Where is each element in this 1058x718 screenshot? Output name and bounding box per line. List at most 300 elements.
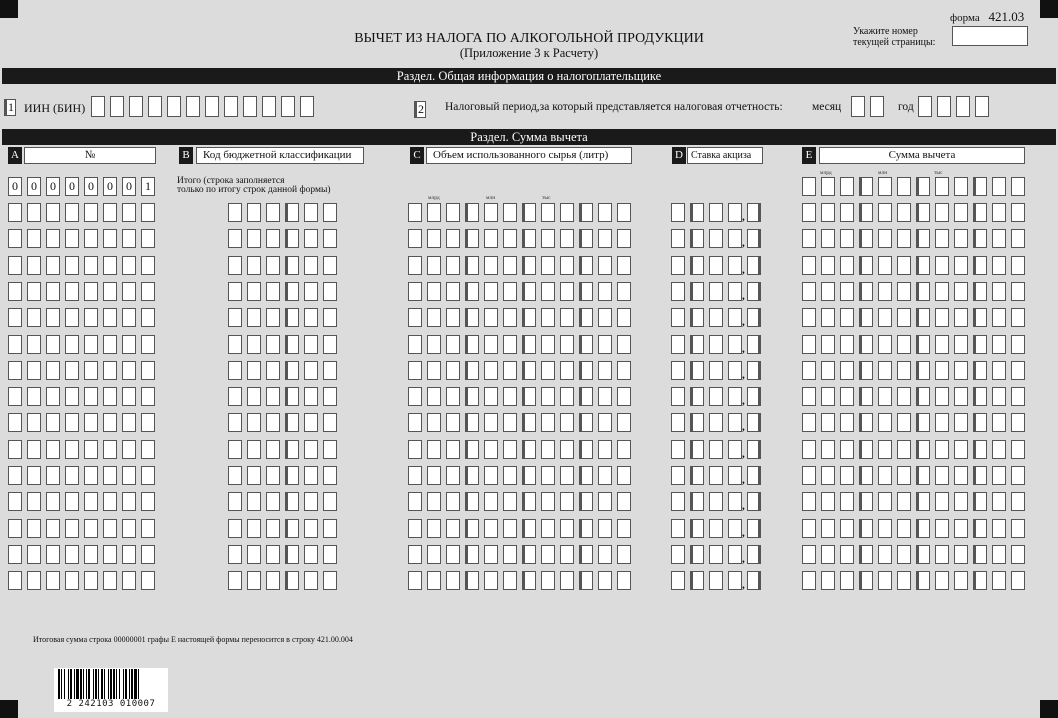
deduction-sum-cell[interactable] bbox=[973, 519, 987, 538]
kbk-cell[interactable] bbox=[266, 571, 280, 590]
deduction-sum-cell[interactable] bbox=[840, 571, 854, 590]
deduction-sum-cell[interactable] bbox=[916, 308, 930, 327]
volume-cell[interactable] bbox=[446, 519, 460, 538]
row-number-cell[interactable] bbox=[84, 440, 98, 459]
deduction-sum-cell[interactable] bbox=[954, 440, 968, 459]
row-number-cell[interactable] bbox=[84, 282, 98, 301]
kbk-cell[interactable] bbox=[323, 387, 337, 406]
row-number-cell[interactable] bbox=[27, 387, 41, 406]
kbk-cell[interactable] bbox=[228, 229, 242, 248]
row-number-cell[interactable] bbox=[8, 440, 22, 459]
deduction-sum-cell[interactable] bbox=[973, 492, 987, 511]
deduction-sum-cell[interactable] bbox=[935, 282, 949, 301]
deduction-sum-cell[interactable] bbox=[973, 413, 987, 432]
excise-rate-cell[interactable] bbox=[709, 256, 723, 275]
deduction-sum-cell[interactable] bbox=[897, 282, 911, 301]
deduction-sum-cell[interactable] bbox=[992, 519, 1006, 538]
row-number-cell[interactable] bbox=[103, 335, 117, 354]
deduction-sum-cell[interactable] bbox=[802, 440, 816, 459]
row-number-cell[interactable] bbox=[122, 413, 136, 432]
volume-cell[interactable] bbox=[522, 519, 536, 538]
volume-cell[interactable] bbox=[503, 413, 517, 432]
volume-cell[interactable] bbox=[484, 492, 498, 511]
excise-rate-cell[interactable] bbox=[709, 571, 723, 590]
volume-cell[interactable] bbox=[427, 413, 441, 432]
kbk-cell[interactable] bbox=[266, 361, 280, 380]
kbk-cell[interactable] bbox=[228, 571, 242, 590]
volume-cell[interactable] bbox=[408, 571, 422, 590]
row-number-cell[interactable] bbox=[103, 203, 117, 222]
volume-cell[interactable] bbox=[579, 519, 593, 538]
deduction-sum-cell[interactable] bbox=[821, 361, 835, 380]
deduction-sum-cell[interactable] bbox=[954, 466, 968, 485]
kbk-cell[interactable] bbox=[304, 413, 318, 432]
excise-rate-cell[interactable] bbox=[709, 203, 723, 222]
volume-cell[interactable] bbox=[598, 203, 612, 222]
row-number-cell[interactable] bbox=[27, 256, 41, 275]
row-number-cell[interactable] bbox=[27, 308, 41, 327]
excise-rate-cell[interactable] bbox=[728, 282, 742, 301]
row-number-cell[interactable] bbox=[141, 413, 155, 432]
row-number-cell[interactable] bbox=[27, 440, 41, 459]
kbk-cell[interactable] bbox=[304, 440, 318, 459]
deduction-sum-cell[interactable] bbox=[916, 387, 930, 406]
volume-cell[interactable] bbox=[503, 203, 517, 222]
volume-cell[interactable] bbox=[484, 361, 498, 380]
kbk-cell[interactable] bbox=[285, 492, 299, 511]
excise-rate-cell[interactable] bbox=[671, 440, 685, 459]
deduction-sum-cell[interactable] bbox=[859, 229, 873, 248]
deduction-sum-cell[interactable] bbox=[916, 466, 930, 485]
row-number-cell[interactable] bbox=[84, 256, 98, 275]
volume-cell[interactable] bbox=[579, 256, 593, 275]
row-number-cell[interactable] bbox=[122, 571, 136, 590]
deduction-sum-cell[interactable] bbox=[821, 335, 835, 354]
row-number-cell[interactable] bbox=[46, 308, 60, 327]
row-number-cell[interactable] bbox=[27, 545, 41, 564]
kbk-cell[interactable] bbox=[323, 571, 337, 590]
deduction-sum-cell[interactable] bbox=[840, 229, 854, 248]
volume-cell[interactable] bbox=[503, 229, 517, 248]
kbk-cell[interactable] bbox=[304, 519, 318, 538]
volume-cell[interactable] bbox=[465, 545, 479, 564]
deduction-sum-cell[interactable] bbox=[878, 256, 892, 275]
volume-cell[interactable] bbox=[427, 466, 441, 485]
row-number-cell[interactable] bbox=[84, 571, 98, 590]
row-number-cell[interactable]: 0 bbox=[122, 177, 136, 196]
deduction-sum-cell[interactable] bbox=[897, 308, 911, 327]
excise-rate-cell[interactable] bbox=[671, 545, 685, 564]
kbk-cell[interactable] bbox=[266, 519, 280, 538]
kbk-cell[interactable] bbox=[304, 229, 318, 248]
volume-cell[interactable] bbox=[579, 308, 593, 327]
excise-rate-cell[interactable] bbox=[747, 545, 761, 564]
kbk-cell[interactable] bbox=[323, 308, 337, 327]
kbk-cell[interactable] bbox=[247, 203, 261, 222]
kbk-cell[interactable] bbox=[285, 282, 299, 301]
volume-cell[interactable] bbox=[522, 308, 536, 327]
excise-rate-cell[interactable] bbox=[747, 571, 761, 590]
row-number-cell[interactable] bbox=[65, 492, 79, 511]
row-number-cell[interactable] bbox=[65, 229, 79, 248]
volume-cell[interactable] bbox=[541, 229, 555, 248]
deduction-sum-cell[interactable] bbox=[802, 545, 816, 564]
deduction-sum-cell[interactable] bbox=[897, 256, 911, 275]
kbk-cell[interactable] bbox=[304, 256, 318, 275]
kbk-cell[interactable] bbox=[228, 282, 242, 301]
volume-cell[interactable] bbox=[427, 335, 441, 354]
volume-cell[interactable] bbox=[560, 440, 574, 459]
volume-cell[interactable] bbox=[541, 492, 555, 511]
volume-cell[interactable] bbox=[408, 361, 422, 380]
iin-cell[interactable] bbox=[262, 96, 276, 117]
excise-rate-cell[interactable] bbox=[671, 492, 685, 511]
row-number-cell[interactable] bbox=[84, 519, 98, 538]
row-number-cell[interactable] bbox=[141, 519, 155, 538]
volume-cell[interactable] bbox=[598, 308, 612, 327]
volume-cell[interactable] bbox=[598, 361, 612, 380]
excise-rate-cell[interactable] bbox=[747, 229, 761, 248]
volume-cell[interactable] bbox=[465, 466, 479, 485]
volume-cell[interactable] bbox=[598, 413, 612, 432]
excise-rate-cell[interactable] bbox=[671, 387, 685, 406]
deduction-sum-cell[interactable] bbox=[821, 256, 835, 275]
deduction-sum-cell[interactable] bbox=[878, 545, 892, 564]
deduction-sum-cell[interactable] bbox=[821, 229, 835, 248]
row-number-cell[interactable] bbox=[103, 440, 117, 459]
excise-rate-cell[interactable] bbox=[728, 545, 742, 564]
row-number-cell[interactable] bbox=[103, 387, 117, 406]
volume-cell[interactable] bbox=[484, 256, 498, 275]
volume-cell[interactable] bbox=[560, 571, 574, 590]
kbk-cell[interactable] bbox=[304, 361, 318, 380]
excise-rate-cell[interactable] bbox=[747, 413, 761, 432]
deduction-sum-cell[interactable] bbox=[897, 545, 911, 564]
kbk-cell[interactable] bbox=[304, 203, 318, 222]
excise-rate-cell[interactable] bbox=[728, 256, 742, 275]
volume-cell[interactable] bbox=[617, 440, 631, 459]
deduction-sum-cell[interactable] bbox=[992, 387, 1006, 406]
excise-rate-cell[interactable] bbox=[747, 440, 761, 459]
row-number-cell[interactable] bbox=[141, 256, 155, 275]
kbk-cell[interactable] bbox=[323, 440, 337, 459]
row-number-cell[interactable] bbox=[27, 335, 41, 354]
volume-cell[interactable] bbox=[560, 466, 574, 485]
deduction-sum-cell[interactable] bbox=[802, 361, 816, 380]
volume-cell[interactable] bbox=[484, 545, 498, 564]
volume-cell[interactable] bbox=[446, 387, 460, 406]
volume-cell[interactable] bbox=[560, 519, 574, 538]
deduction-sum-cell[interactable] bbox=[1011, 335, 1025, 354]
row-number-cell[interactable]: 1 bbox=[141, 177, 155, 196]
volume-cell[interactable] bbox=[522, 387, 536, 406]
deduction-sum-cell[interactable] bbox=[897, 492, 911, 511]
deduction-sum-cell[interactable] bbox=[878, 440, 892, 459]
deduction-sum-cell[interactable] bbox=[973, 545, 987, 564]
year-cell[interactable] bbox=[918, 96, 932, 117]
volume-cell[interactable] bbox=[465, 387, 479, 406]
row-number-cell[interactable] bbox=[103, 466, 117, 485]
deduction-sum-cell[interactable] bbox=[878, 492, 892, 511]
volume-cell[interactable] bbox=[446, 335, 460, 354]
deduction-sum-cell[interactable] bbox=[973, 361, 987, 380]
volume-cell[interactable] bbox=[465, 571, 479, 590]
row-number-cell[interactable] bbox=[65, 387, 79, 406]
volume-cell[interactable] bbox=[617, 571, 631, 590]
deduction-sum-cell[interactable] bbox=[992, 229, 1006, 248]
kbk-cell[interactable] bbox=[285, 413, 299, 432]
deduction-sum-cell[interactable] bbox=[916, 519, 930, 538]
total-sum-cell[interactable] bbox=[973, 177, 987, 196]
excise-rate-cell[interactable] bbox=[671, 571, 685, 590]
row-number-cell[interactable] bbox=[122, 466, 136, 485]
volume-cell[interactable] bbox=[579, 282, 593, 301]
deduction-sum-cell[interactable] bbox=[821, 519, 835, 538]
excise-rate-cell[interactable] bbox=[690, 282, 704, 301]
excise-rate-cell[interactable] bbox=[728, 519, 742, 538]
volume-cell[interactable] bbox=[522, 229, 536, 248]
volume-cell[interactable] bbox=[503, 282, 517, 301]
deduction-sum-cell[interactable] bbox=[973, 440, 987, 459]
kbk-cell[interactable] bbox=[247, 335, 261, 354]
row-number-cell[interactable] bbox=[27, 466, 41, 485]
deduction-sum-cell[interactable] bbox=[859, 361, 873, 380]
deduction-sum-cell[interactable] bbox=[1011, 282, 1025, 301]
row-number-cell[interactable] bbox=[65, 282, 79, 301]
volume-cell[interactable] bbox=[541, 519, 555, 538]
volume-cell[interactable] bbox=[408, 387, 422, 406]
deduction-sum-cell[interactable] bbox=[1011, 229, 1025, 248]
deduction-sum-cell[interactable] bbox=[802, 387, 816, 406]
deduction-sum-cell[interactable] bbox=[859, 335, 873, 354]
excise-rate-cell[interactable] bbox=[709, 440, 723, 459]
excise-rate-cell[interactable] bbox=[747, 308, 761, 327]
deduction-sum-cell[interactable] bbox=[1011, 571, 1025, 590]
excise-rate-cell[interactable] bbox=[690, 256, 704, 275]
deduction-sum-cell[interactable] bbox=[802, 492, 816, 511]
deduction-sum-cell[interactable] bbox=[935, 571, 949, 590]
excise-rate-cell[interactable] bbox=[709, 492, 723, 511]
kbk-cell[interactable] bbox=[285, 545, 299, 564]
volume-cell[interactable] bbox=[522, 466, 536, 485]
volume-cell[interactable] bbox=[560, 361, 574, 380]
row-number-cell[interactable] bbox=[27, 519, 41, 538]
deduction-sum-cell[interactable] bbox=[935, 440, 949, 459]
excise-rate-cell[interactable] bbox=[690, 229, 704, 248]
row-number-cell[interactable] bbox=[65, 413, 79, 432]
row-number-cell[interactable] bbox=[141, 545, 155, 564]
row-number-cell[interactable] bbox=[84, 203, 98, 222]
volume-cell[interactable] bbox=[522, 282, 536, 301]
deduction-sum-cell[interactable] bbox=[954, 335, 968, 354]
deduction-sum-cell[interactable] bbox=[840, 308, 854, 327]
deduction-sum-cell[interactable] bbox=[859, 440, 873, 459]
row-number-cell[interactable]: 0 bbox=[103, 177, 117, 196]
volume-cell[interactable] bbox=[617, 335, 631, 354]
volume-cell[interactable] bbox=[427, 519, 441, 538]
volume-cell[interactable] bbox=[503, 440, 517, 459]
excise-rate-cell[interactable] bbox=[690, 571, 704, 590]
volume-cell[interactable] bbox=[484, 203, 498, 222]
deduction-sum-cell[interactable] bbox=[954, 387, 968, 406]
kbk-cell[interactable] bbox=[304, 492, 318, 511]
kbk-cell[interactable] bbox=[304, 466, 318, 485]
row-number-cell[interactable] bbox=[8, 571, 22, 590]
row-number-cell[interactable] bbox=[84, 492, 98, 511]
deduction-sum-cell[interactable] bbox=[840, 387, 854, 406]
excise-rate-cell[interactable] bbox=[709, 545, 723, 564]
total-sum-cell[interactable] bbox=[840, 177, 854, 196]
volume-cell[interactable] bbox=[427, 387, 441, 406]
deduction-sum-cell[interactable] bbox=[821, 413, 835, 432]
kbk-cell[interactable] bbox=[266, 545, 280, 564]
deduction-sum-cell[interactable] bbox=[897, 387, 911, 406]
deduction-sum-cell[interactable] bbox=[821, 440, 835, 459]
iin-cell[interactable] bbox=[129, 96, 143, 117]
row-number-cell[interactable]: 0 bbox=[84, 177, 98, 196]
deduction-sum-cell[interactable] bbox=[840, 545, 854, 564]
volume-cell[interactable] bbox=[503, 519, 517, 538]
excise-rate-cell[interactable] bbox=[690, 466, 704, 485]
deduction-sum-cell[interactable] bbox=[878, 308, 892, 327]
kbk-cell[interactable] bbox=[323, 413, 337, 432]
kbk-cell[interactable] bbox=[285, 308, 299, 327]
row-number-cell[interactable] bbox=[103, 545, 117, 564]
deduction-sum-cell[interactable] bbox=[821, 466, 835, 485]
deduction-sum-cell[interactable] bbox=[935, 203, 949, 222]
volume-cell[interactable] bbox=[617, 519, 631, 538]
excise-rate-cell[interactable] bbox=[709, 361, 723, 380]
iin-cell[interactable] bbox=[243, 96, 257, 117]
row-number-cell[interactable] bbox=[8, 361, 22, 380]
volume-cell[interactable] bbox=[522, 335, 536, 354]
volume-cell[interactable] bbox=[598, 256, 612, 275]
volume-cell[interactable] bbox=[541, 335, 555, 354]
deduction-sum-cell[interactable] bbox=[802, 256, 816, 275]
deduction-sum-cell[interactable] bbox=[954, 256, 968, 275]
row-number-cell[interactable] bbox=[8, 203, 22, 222]
month-cell[interactable] bbox=[851, 96, 865, 117]
kbk-cell[interactable] bbox=[285, 519, 299, 538]
row-number-cell[interactable] bbox=[65, 519, 79, 538]
volume-cell[interactable] bbox=[408, 466, 422, 485]
deduction-sum-cell[interactable] bbox=[916, 203, 930, 222]
volume-cell[interactable] bbox=[579, 203, 593, 222]
kbk-cell[interactable] bbox=[323, 256, 337, 275]
volume-cell[interactable] bbox=[465, 519, 479, 538]
volume-cell[interactable] bbox=[598, 519, 612, 538]
row-number-cell[interactable] bbox=[103, 492, 117, 511]
kbk-cell[interactable] bbox=[304, 282, 318, 301]
volume-cell[interactable] bbox=[408, 229, 422, 248]
deduction-sum-cell[interactable] bbox=[935, 519, 949, 538]
deduction-sum-cell[interactable] bbox=[897, 335, 911, 354]
row-number-cell[interactable]: 0 bbox=[8, 177, 22, 196]
excise-rate-cell[interactable] bbox=[671, 203, 685, 222]
kbk-cell[interactable] bbox=[247, 545, 261, 564]
row-number-cell[interactable] bbox=[141, 229, 155, 248]
deduction-sum-cell[interactable] bbox=[973, 571, 987, 590]
volume-cell[interactable] bbox=[427, 440, 441, 459]
volume-cell[interactable] bbox=[503, 387, 517, 406]
row-number-cell[interactable] bbox=[46, 335, 60, 354]
deduction-sum-cell[interactable] bbox=[973, 203, 987, 222]
row-number-cell[interactable] bbox=[103, 229, 117, 248]
row-number-cell[interactable] bbox=[8, 256, 22, 275]
volume-cell[interactable] bbox=[465, 203, 479, 222]
iin-cell[interactable] bbox=[300, 96, 314, 117]
excise-rate-cell[interactable] bbox=[671, 282, 685, 301]
kbk-cell[interactable] bbox=[266, 308, 280, 327]
deduction-sum-cell[interactable] bbox=[802, 335, 816, 354]
volume-cell[interactable] bbox=[427, 571, 441, 590]
excise-rate-cell[interactable] bbox=[709, 466, 723, 485]
volume-cell[interactable] bbox=[579, 229, 593, 248]
deduction-sum-cell[interactable] bbox=[859, 492, 873, 511]
deduction-sum-cell[interactable] bbox=[821, 282, 835, 301]
year-cell[interactable] bbox=[975, 96, 989, 117]
row-number-cell[interactable] bbox=[65, 466, 79, 485]
row-number-cell[interactable] bbox=[8, 335, 22, 354]
volume-cell[interactable] bbox=[541, 571, 555, 590]
volume-cell[interactable] bbox=[617, 387, 631, 406]
kbk-cell[interactable] bbox=[323, 229, 337, 248]
iin-cell[interactable] bbox=[110, 96, 124, 117]
volume-cell[interactable] bbox=[617, 256, 631, 275]
deduction-sum-cell[interactable] bbox=[802, 282, 816, 301]
deduction-sum-cell[interactable] bbox=[878, 413, 892, 432]
kbk-cell[interactable] bbox=[228, 387, 242, 406]
deduction-sum-cell[interactable] bbox=[878, 203, 892, 222]
deduction-sum-cell[interactable] bbox=[1011, 203, 1025, 222]
row-number-cell[interactable] bbox=[8, 519, 22, 538]
deduction-sum-cell[interactable] bbox=[802, 466, 816, 485]
deduction-sum-cell[interactable] bbox=[802, 413, 816, 432]
kbk-cell[interactable] bbox=[247, 413, 261, 432]
row-number-cell[interactable] bbox=[8, 413, 22, 432]
row-number-cell[interactable] bbox=[46, 282, 60, 301]
row-number-cell[interactable] bbox=[8, 282, 22, 301]
row-number-cell[interactable] bbox=[65, 308, 79, 327]
volume-cell[interactable] bbox=[503, 308, 517, 327]
deduction-sum-cell[interactable] bbox=[935, 361, 949, 380]
kbk-cell[interactable] bbox=[247, 492, 261, 511]
row-number-cell[interactable] bbox=[27, 229, 41, 248]
deduction-sum-cell[interactable] bbox=[954, 308, 968, 327]
volume-cell[interactable] bbox=[522, 203, 536, 222]
deduction-sum-cell[interactable] bbox=[954, 519, 968, 538]
total-sum-cell[interactable] bbox=[954, 177, 968, 196]
deduction-sum-cell[interactable] bbox=[859, 308, 873, 327]
deduction-sum-cell[interactable] bbox=[916, 335, 930, 354]
volume-cell[interactable] bbox=[408, 308, 422, 327]
kbk-cell[interactable] bbox=[266, 256, 280, 275]
volume-cell[interactable] bbox=[541, 545, 555, 564]
kbk-cell[interactable] bbox=[247, 282, 261, 301]
deduction-sum-cell[interactable] bbox=[859, 519, 873, 538]
deduction-sum-cell[interactable] bbox=[916, 282, 930, 301]
deduction-sum-cell[interactable] bbox=[802, 571, 816, 590]
volume-cell[interactable] bbox=[560, 203, 574, 222]
deduction-sum-cell[interactable] bbox=[1011, 413, 1025, 432]
row-number-cell[interactable] bbox=[141, 308, 155, 327]
deduction-sum-cell[interactable] bbox=[954, 282, 968, 301]
excise-rate-cell[interactable] bbox=[709, 519, 723, 538]
volume-cell[interactable] bbox=[560, 229, 574, 248]
deduction-sum-cell[interactable] bbox=[840, 519, 854, 538]
year-cell[interactable] bbox=[956, 96, 970, 117]
deduction-sum-cell[interactable] bbox=[840, 440, 854, 459]
